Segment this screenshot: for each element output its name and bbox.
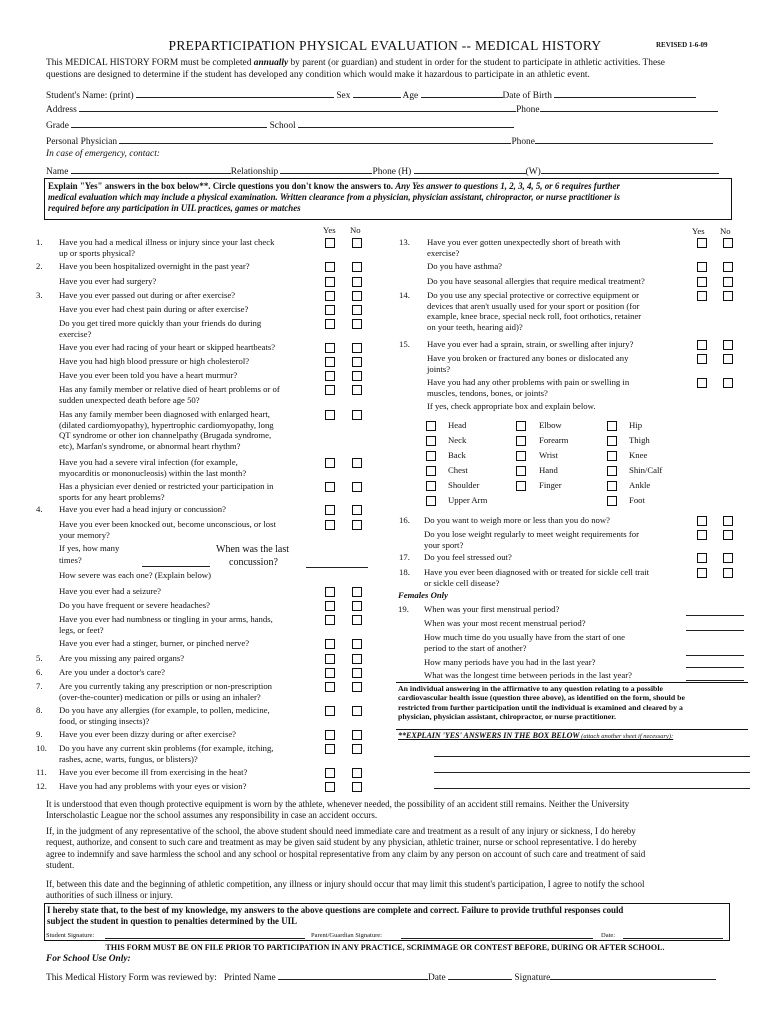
question-text: Do you want to weigh more or less than you do now? xyxy=(424,515,611,525)
body-part-label: Chest xyxy=(448,465,468,475)
yes-checkbox[interactable] xyxy=(697,378,707,388)
period-interval-input[interactable] xyxy=(686,655,744,656)
no-checkbox[interactable] xyxy=(723,516,733,526)
question-text: Do you lose weight regularly to meet weight requirements for your sport? xyxy=(424,529,639,550)
question-number: 10. xyxy=(36,743,47,753)
question-text: If yes, check appropriate box and explain below. xyxy=(427,401,596,411)
question-text: Have you ever had a head injury or concussion? xyxy=(59,504,226,514)
body-part-label: Forearm xyxy=(539,435,569,445)
grade-input[interactable] xyxy=(71,118,267,128)
no-checkbox[interactable] xyxy=(352,505,362,515)
body-part-checkbox[interactable] xyxy=(516,436,526,446)
yes-checkbox[interactable] xyxy=(325,706,335,716)
school-use-heading: For School Use Only: xyxy=(46,954,131,964)
yes-header-left: Yes xyxy=(323,225,336,235)
physician-input[interactable] xyxy=(119,134,511,144)
body-part-checkbox[interactable] xyxy=(516,451,526,461)
question-text: Do you feel stressed out? xyxy=(424,552,512,562)
body-part-label: Wrist xyxy=(539,450,558,460)
no-checkbox[interactable] xyxy=(352,482,362,492)
no-checkbox[interactable] xyxy=(352,587,362,597)
notify-paragraph: If, between this date and the beginning of athletic competition, any illness or injury should occur that may limit this student's participation, I agree to notify the school authorities of such illness or injury. xyxy=(46,879,645,900)
body-part-checkbox[interactable] xyxy=(426,466,436,476)
yes-checkbox[interactable] xyxy=(697,262,707,272)
sex-input[interactable] xyxy=(353,88,401,98)
yes-checkbox[interactable] xyxy=(325,520,335,530)
question-text: Have you had a severe viral infection (for example, myocarditis or mononucleosis) within the last month? xyxy=(59,457,247,478)
no-checkbox[interactable] xyxy=(723,291,733,301)
student-name-input[interactable] xyxy=(136,88,334,98)
question-text: Have you ever had surgery? xyxy=(59,276,157,286)
yes-checkbox[interactable] xyxy=(325,505,335,515)
body-part-checkbox[interactable] xyxy=(607,421,617,431)
yes-checkbox[interactable] xyxy=(697,568,707,578)
question-number: 15. xyxy=(399,339,410,349)
yes-checkbox[interactable] xyxy=(325,458,335,468)
no-checkbox[interactable] xyxy=(352,654,362,664)
yes-checkbox[interactable] xyxy=(325,601,335,611)
question-text: Do you have any current skin problems (for example, itching, rashes, acne, warts, fungus, or blisters)? xyxy=(59,743,274,764)
question-text: Have you had any other problems with pain or swelling in muscles, tendons, bones, or joints? xyxy=(427,377,630,398)
question-text: Do you use any special protective or corrective equipment or devices that aren't usually used for your sport or position (for example, knee brace, special neck roll, foot orthotics, retainer on your teeth, hearing aid)? xyxy=(427,290,642,332)
yes-checkbox[interactable] xyxy=(325,744,335,754)
yes-checkbox[interactable] xyxy=(325,682,335,692)
no-checkbox[interactable] xyxy=(723,568,733,578)
dob-input[interactable] xyxy=(554,88,696,98)
liability-paragraph: It is understood that even though protective equipment is worn by the athlete, whenever needed, the possibility of an accident still remains. Neither the University Interscholastic League nor the school assumes any responsibility in case an accident occurs. xyxy=(46,799,630,820)
no-checkbox[interactable] xyxy=(723,262,733,272)
concussion-times-input[interactable] xyxy=(142,566,210,567)
cardio-note: An individual answering in the affirmative to any question relating to a possible cardiovascular health issue (question three above), as identified on the form, should be restricted from further participation until the individual is examined and cleared by a physician, physician assistant, chiropractor, or nurse practitioner. xyxy=(398,684,685,722)
question-number: 3. xyxy=(36,290,43,300)
school-input[interactable] xyxy=(298,118,514,128)
periods-last-year-input[interactable] xyxy=(686,667,744,668)
question-text: Have you ever had racing of your heart or skipped heartbeats? xyxy=(59,342,276,352)
yes-checkbox[interactable] xyxy=(325,654,335,664)
no-checkbox[interactable] xyxy=(723,354,733,364)
question-number: 13. xyxy=(399,237,410,247)
question-text: Have you ever had a sprain, strain, or swelling after injury? xyxy=(427,339,634,349)
age-input[interactable] xyxy=(421,88,503,98)
body-part-label: Hip xyxy=(629,420,643,430)
yes-checkbox[interactable] xyxy=(325,587,335,597)
cardio-note-rule xyxy=(396,682,748,683)
no-checkbox[interactable] xyxy=(352,601,362,611)
review-line: This Medical History Form was reviewed by: Printed Name Date Signature xyxy=(46,970,716,985)
question-number: 7. xyxy=(36,681,43,691)
body-part-label: Elbow xyxy=(539,420,562,430)
question-text: Have you had any problems with your eyes or vision? xyxy=(59,781,247,791)
body-part-checkbox[interactable] xyxy=(607,436,617,446)
no-checkbox[interactable] xyxy=(352,357,362,367)
question-number: 8. xyxy=(36,705,43,715)
no-checkbox[interactable] xyxy=(352,371,362,381)
body-part-label: Neck xyxy=(448,435,467,445)
question-text: Have you ever had a seizure? xyxy=(59,586,162,596)
yes-checkbox[interactable] xyxy=(697,291,707,301)
no-checkbox[interactable] xyxy=(352,782,362,792)
no-checkbox[interactable] xyxy=(723,238,733,248)
question-text: Have you ever been told you have a heart murmur? xyxy=(59,370,238,380)
no-checkbox[interactable] xyxy=(352,305,362,315)
question-text: Have you ever been knocked out, become unconscious, or lost your memory? xyxy=(59,519,276,540)
student-signature-input[interactable] xyxy=(105,938,305,939)
body-part-checkbox[interactable] xyxy=(516,466,526,476)
phone-input[interactable] xyxy=(540,102,718,112)
question-text: Has a physician ever denied or restricted your participation in sports for any heart problems? xyxy=(59,481,274,502)
question-text: Are you under a doctor's care? xyxy=(59,667,166,677)
explain-line-3[interactable] xyxy=(434,788,750,789)
yes-checkbox[interactable] xyxy=(325,410,335,420)
file-notice: THIS FORM MUST BE ON FILE PRIOR TO PARTICIPATION IN ANY PRACTICE, SCRIMMAGE OR CONTEST BEFORE, DURING OR AFTER SCHOOL. xyxy=(105,943,665,952)
yes-checkbox[interactable] xyxy=(325,668,335,678)
body-part-checkbox[interactable] xyxy=(607,466,617,476)
explain-line-2[interactable] xyxy=(434,772,750,773)
no-checkbox[interactable] xyxy=(352,615,362,625)
question-text: Have you ever had a stinger, burner, or pinched nerve? xyxy=(59,638,250,648)
body-part-label: Ankle xyxy=(629,480,651,490)
question-number: 17. xyxy=(399,552,410,562)
physician-phone-input[interactable] xyxy=(535,134,713,144)
question-text: Have you broken or fractured any bones or dislocated any joints? xyxy=(427,353,629,374)
body-part-label: Shin/Calf xyxy=(629,465,663,475)
question-text: Have you ever been diagnosed with or treated for sickle cell trait or sickle cell disease? xyxy=(424,567,650,588)
yes-checkbox[interactable] xyxy=(325,639,335,649)
revised-date: REVISED 1-6-09 xyxy=(656,41,708,49)
yes-checkbox[interactable] xyxy=(325,768,335,778)
last-concussion-input[interactable] xyxy=(306,567,368,568)
phone-work-input[interactable] xyxy=(541,164,719,174)
question-text: Have you ever passed out during or after exercise? xyxy=(59,290,236,300)
yes-header-right: Yes xyxy=(692,226,705,236)
body-part-checkbox[interactable] xyxy=(607,496,617,506)
no-checkbox[interactable] xyxy=(352,410,362,420)
yes-checkbox[interactable] xyxy=(325,319,335,329)
body-part-checkbox[interactable] xyxy=(426,496,436,506)
yes-checkbox[interactable] xyxy=(325,371,335,381)
body-part-checkbox[interactable] xyxy=(426,481,436,491)
review-date-input[interactable] xyxy=(448,970,512,980)
yes-checkbox[interactable] xyxy=(325,482,335,492)
question-number: 5. xyxy=(36,653,43,663)
yes-checkbox[interactable] xyxy=(325,730,335,740)
longest-interval-input[interactable] xyxy=(686,680,744,681)
question-number: 6. xyxy=(36,667,43,677)
yes-checkbox[interactable] xyxy=(325,357,335,367)
no-header-left: No xyxy=(350,225,361,235)
question-text: Have you had high blood pressure or high cholesterol? xyxy=(59,356,250,366)
question-number: 2. xyxy=(36,261,43,271)
question-text: Have you had a medical illness or injury since your last check up or sports physical? xyxy=(59,237,275,258)
yes-checkbox[interactable] xyxy=(697,553,707,563)
cardio-note-rule-bottom xyxy=(396,729,748,730)
no-checkbox[interactable] xyxy=(352,291,362,301)
yes-checkbox[interactable] xyxy=(697,516,707,526)
body-part-label: Hand xyxy=(539,465,558,475)
body-part-checkbox[interactable] xyxy=(426,436,436,446)
question-text: Has any family member or relative died of heart problems or of sudden unexpected death before age 50? xyxy=(59,384,280,405)
body-part-checkbox[interactable] xyxy=(516,421,526,431)
consent-paragraph: If, in the judgment of any representative of the school, the above student should need immediate care and treatment as a result of any injury or sickness, I do hereby request, authorize, and consent to such care and treatment as may be given said student by any physician, athletic trainer, nurse or school representative. I do hereby agree to indemnify and save harmless the school and any school or hospital representative from any claim by any person on account of such care and treatment of said student. xyxy=(46,826,646,870)
yes-checkbox[interactable] xyxy=(697,277,707,287)
recent-period-input[interactable] xyxy=(686,630,744,631)
body-part-checkbox[interactable] xyxy=(516,481,526,491)
no-checkbox[interactable] xyxy=(352,682,362,692)
yes-checkbox[interactable] xyxy=(325,262,335,272)
question-text: Have you ever had numbness or tingling in your arms, hands, legs, or feet? xyxy=(59,614,273,635)
no-checkbox[interactable] xyxy=(352,706,362,716)
address-input[interactable] xyxy=(79,102,516,112)
question-number: 12. xyxy=(36,781,47,791)
certification-box: I hereby state that, to the best of my knowledge, my answers to the above questions are complete and correct. Failure to provide truthful responses could subject the student in question to penalties determined by the UIL Student Signature: Parent/Guardian Signature: Date: xyxy=(44,903,730,941)
yes-checkbox[interactable] xyxy=(325,343,335,353)
student-info-fields: Student's Name: (print) Sex Age Date of Birth Address Phone Grade School Personal Physician Phone In case of emergency, contact: Name Relationship Phone (H) (W) xyxy=(46,88,736,176)
body-part-label: Foot xyxy=(629,495,645,505)
body-part-label: Shoulder xyxy=(448,480,480,490)
explain-instructions-box: Explain "Yes" answers in the box below**. Circle questions you don't know the answers to. Any Yes answer to questions 1, 2, 3, 4, 5, or 6 requires further medical evaluation which may include a physical examination. Written clearance from a physician, physician assistant, chiropractor, or nurse practitioner is required before any participation in UIL practices, games or matches xyxy=(44,178,732,220)
reviewer-name-input[interactable] xyxy=(278,970,428,980)
no-checkbox[interactable] xyxy=(723,530,733,540)
question-number: 18. xyxy=(399,567,410,577)
body-part-checkbox[interactable] xyxy=(426,451,436,461)
body-part-label: Back xyxy=(448,450,466,460)
no-checkbox[interactable] xyxy=(352,730,362,740)
question-text: Do you have seasonal allergies that require medical treatment? xyxy=(427,276,645,286)
yes-checkbox[interactable] xyxy=(697,340,707,350)
relationship-input[interactable] xyxy=(280,164,372,174)
question-number: 14. xyxy=(399,290,410,300)
yes-checkbox[interactable] xyxy=(697,354,707,364)
females-only-heading: Females Only xyxy=(398,590,448,600)
body-part-label: Upper Arm xyxy=(448,495,488,505)
signature-date-input[interactable] xyxy=(623,938,723,939)
no-checkbox[interactable] xyxy=(352,385,362,395)
no-checkbox[interactable] xyxy=(352,668,362,678)
explain-line-1[interactable] xyxy=(434,756,750,757)
no-checkbox[interactable] xyxy=(723,277,733,287)
question-text: Has any family member been diagnosed with enlarged heart, (dilated cardiomyopathy), hypertrophic cardiomyopathy, long QT syndrome or other ion channelpathy (Brugada syndrome, etc), Marfan's syndrome, or abnormal heart rhythm? xyxy=(59,409,274,451)
question-number: 4. xyxy=(36,504,43,514)
no-checkbox[interactable] xyxy=(352,319,362,329)
yes-checkbox[interactable] xyxy=(697,238,707,248)
no-checkbox[interactable] xyxy=(352,744,362,754)
no-checkbox[interactable] xyxy=(352,343,362,353)
yes-checkbox[interactable] xyxy=(325,277,335,287)
question-text: Have you ever been dizzy during or after exercise? xyxy=(59,729,237,739)
reviewer-signature-input[interactable] xyxy=(550,970,716,980)
no-checkbox[interactable] xyxy=(352,238,362,248)
body-part-label: Head xyxy=(448,420,467,430)
question-text: Do you have frequent or severe headaches? xyxy=(59,600,210,610)
body-part-checkbox[interactable] xyxy=(607,451,617,461)
question-text: Are you missing any paired organs? xyxy=(59,653,185,663)
no-checkbox[interactable] xyxy=(352,458,362,468)
no-checkbox[interactable] xyxy=(723,553,733,563)
question-text: Do you have any allergies (for example, to pollen, medicine, food, or stinging insects)? xyxy=(59,705,270,726)
body-part-label: Knee xyxy=(629,450,648,460)
phone-home-input[interactable] xyxy=(414,164,526,174)
yes-checkbox[interactable] xyxy=(325,305,335,315)
question-number: 16. xyxy=(399,515,410,525)
question-text: Have you ever had chest pain during or after exercise? xyxy=(59,304,249,314)
yes-checkbox[interactable] xyxy=(697,530,707,540)
first-period-input[interactable] xyxy=(686,615,744,616)
body-part-checkbox[interactable] xyxy=(607,481,617,491)
question-text: Are you currently taking any prescription or non-prescription (over-the-counter) medication or pills or using an inhaler? xyxy=(59,681,273,702)
question-number: 9. xyxy=(36,729,43,739)
question-text: Have you ever gotten unexpectedly short of breath with exercise? xyxy=(427,237,621,258)
no-checkbox[interactable] xyxy=(723,378,733,388)
no-checkbox[interactable] xyxy=(352,277,362,287)
parent-signature-input[interactable] xyxy=(401,938,593,939)
yes-checkbox[interactable] xyxy=(325,238,335,248)
yes-checkbox[interactable] xyxy=(325,385,335,395)
yes-checkbox[interactable] xyxy=(325,615,335,625)
emergency-name-input[interactable] xyxy=(71,164,231,174)
yes-checkbox[interactable] xyxy=(325,291,335,301)
question-number: 11. xyxy=(36,767,47,777)
no-header-right: No xyxy=(720,226,731,236)
body-part-checkbox[interactable] xyxy=(426,421,436,431)
intro-text: This MEDICAL HISTORY FORM must be completed annually by parent (or guardian) and student in order for the student to participate in athletic activities. These questions are designed to determine if the student has developed any condition which would make it hazardous to participate in an athletic event. xyxy=(46,58,665,80)
no-checkbox[interactable] xyxy=(723,340,733,350)
question-text: Do you have asthma? xyxy=(427,261,503,271)
no-checkbox[interactable] xyxy=(352,262,362,272)
form-title: PREPARTICIPATION PHYSICAL EVALUATION -- MEDICAL HISTORY xyxy=(168,38,602,53)
question-text: Do you get tired more quickly than your friends do during exercise? xyxy=(59,318,262,339)
body-part-label: Finger xyxy=(539,480,562,490)
question-number: 1. xyxy=(36,237,43,247)
yes-checkbox[interactable] xyxy=(325,782,335,792)
question-text: Have you been hospitalized overnight in the past year? xyxy=(59,261,250,271)
question-text: Have you ever become ill from exercising in the heat? xyxy=(59,767,248,777)
no-checkbox[interactable] xyxy=(352,768,362,778)
no-checkbox[interactable] xyxy=(352,520,362,530)
body-part-label: Thigh xyxy=(629,435,650,445)
no-checkbox[interactable] xyxy=(352,639,362,649)
explain-yes-heading: **EXPLAIN 'YES' ANSWERS IN THE BOX BELOW (attach another sheet if necessary): xyxy=(398,731,674,740)
